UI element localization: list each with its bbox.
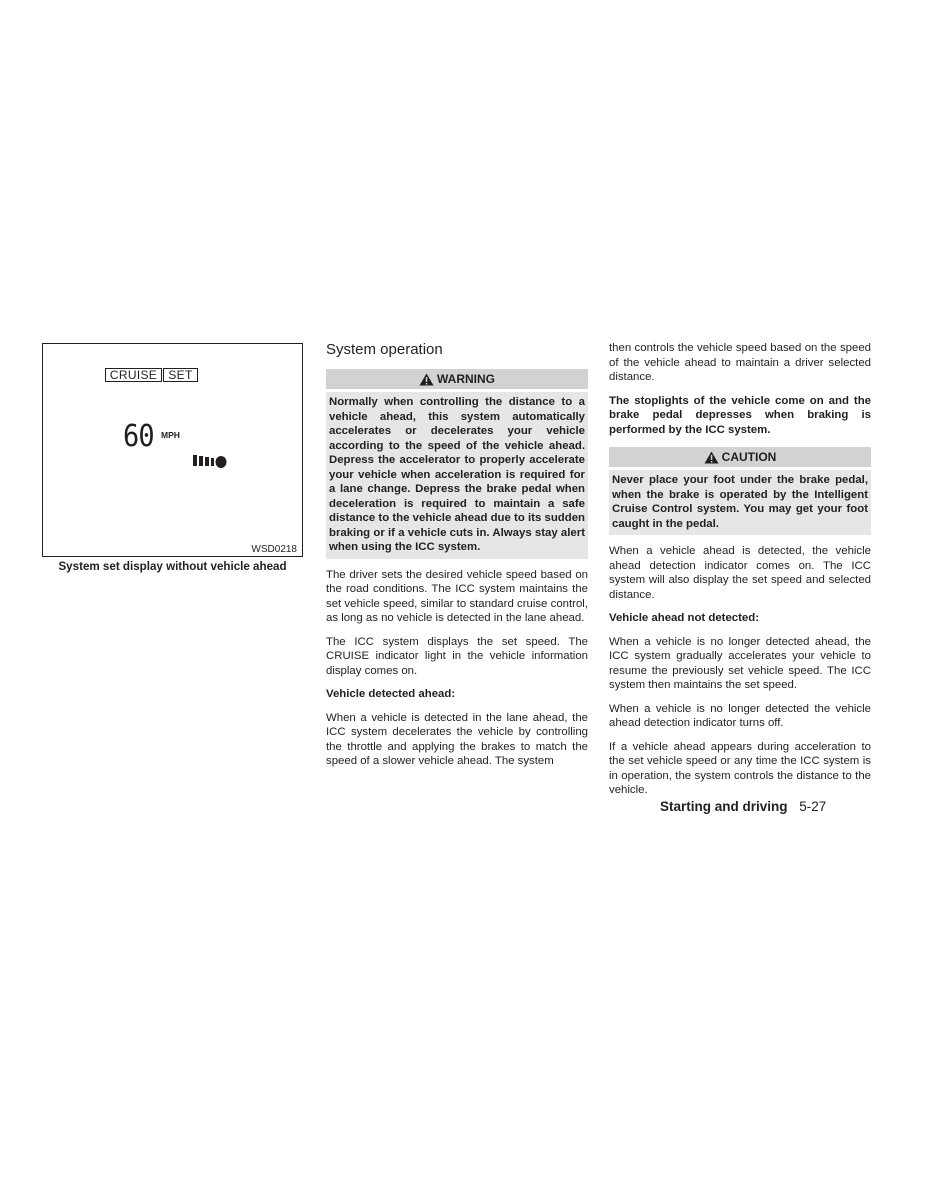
- paragraph: The driver sets the desired vehicle speed based on the road conditions. The ICC system maintains the set vehicle speed, similar to standard cruise control, as long as no vehicle is detected in the lane ahead.: [326, 568, 588, 624]
- caution-header: [609, 447, 871, 467]
- page-footer: [660, 799, 826, 814]
- page-number: 5-27: [799, 799, 827, 814]
- paragraph: When a vehicle is no longer detected ahead, the ICC system gradually accelerates your vehicle to resume the previously set vehicle speed. The ICC system then maintains the set speed.: [609, 635, 871, 691]
- subheading: Vehicle detected ahead:: [326, 688, 456, 700]
- paragraph: The ICC system displays the set speed. The CRUISE indicator light in the vehicle information display comes on.: [326, 635, 588, 677]
- paragraph: If a vehicle ahead appears during acceleration to the set vehicle speed or any time the ICC system is in operation, the system controls the distance to the vehicle.: [609, 740, 871, 796]
- bold-paragraph: The stoplights of the vehicle come on and the brake pedal depresses when braking is performed by the ICC system.: [609, 394, 871, 436]
- middle-column: [326, 369, 588, 778]
- set-indicator: SET: [163, 368, 198, 382]
- figure-caption: System set display without vehicle ahead: [58, 560, 287, 573]
- paragraph: When a vehicle ahead is detected, the vehicle ahead detection indicator comes on. The ICC system will also display the set speed and selected distance.: [609, 545, 871, 601]
- warning-text: Normally when controlling the distance to a vehicle ahead, this system automatically accelerates or decelerates your vehicle according to the speed of the vehicle ahead. Depress the accelerator to properly accelerate your vehicle when acceleration is required for a lane change. Depress the brake pedal when deceleration is required to maintain a safe distance to the vehicle ahead due to its sudden braking or if a vehicle cuts in. Always stay alert when using the ICC system.: [326, 392, 588, 559]
- paragraph: When a vehicle is detected in the lane ahead, the ICC system decelerates the vehicle by controlling the throttle and applying the brakes to match the speed of a slower vehicle ahead. The system: [326, 711, 588, 767]
- speed-unit: MPH: [161, 430, 180, 440]
- paragraph: When a vehicle is no longer detected the vehicle ahead detection indicator turns off.: [609, 702, 871, 729]
- caution-title: CAUTION: [721, 449, 777, 464]
- set-speed-value: 60: [123, 419, 154, 454]
- figure-code: WSD0218: [251, 544, 297, 555]
- caution-box: [609, 447, 871, 535]
- warning-title: WARNING: [437, 371, 495, 386]
- right-column: [609, 341, 871, 807]
- warning-header: [326, 369, 588, 389]
- paragraph: then controls the vehicle speed based on the speed of the vehicle ahead to maintain a driver selected distance.: [609, 342, 871, 383]
- caution-triangle-icon: [704, 451, 719, 464]
- section-heading: System operation: [326, 341, 443, 358]
- warning-triangle-icon: [419, 373, 434, 386]
- cruise-indicator: CRUISE: [105, 368, 162, 382]
- cruise-display-figure: [42, 343, 303, 557]
- footer-section-title: Starting and driving: [660, 799, 788, 814]
- subheading: Vehicle ahead not detected:: [609, 612, 760, 624]
- caution-text: Never place your foot under the brake pedal, when the brake is operated by the Intelligent Cruise Control system. You may get your foot caught in the pedal.: [609, 470, 871, 535]
- warning-box: [326, 369, 588, 559]
- distance-bars-icon: [192, 452, 232, 468]
